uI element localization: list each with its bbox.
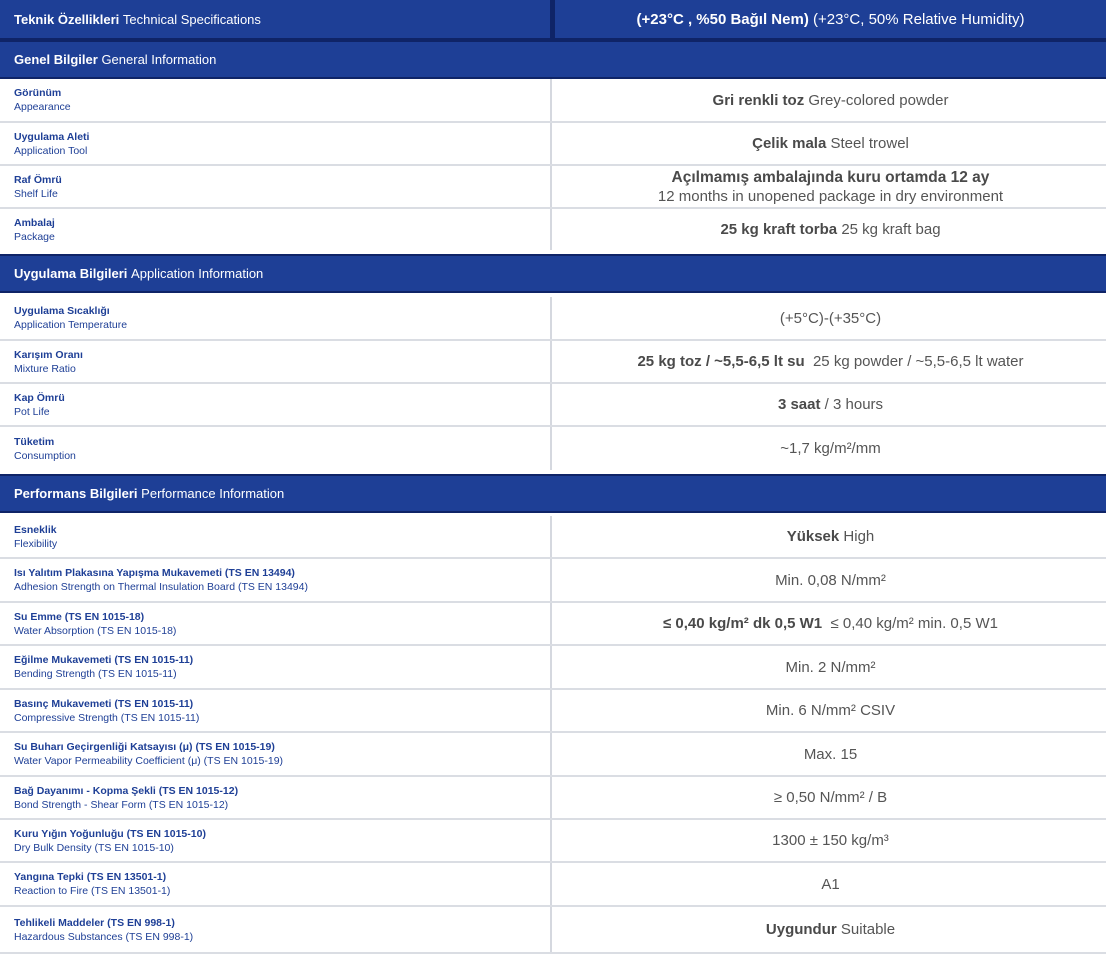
value	[555, 341, 1106, 382]
section-title-en: Performance Information	[141, 486, 285, 501]
value-line-2: 12 months in unopened package in dry environment	[657, 187, 1004, 205]
value	[555, 297, 1106, 339]
label-en: Flexibility	[14, 537, 58, 550]
value	[555, 690, 1106, 731]
spec-row-water-absorption	[0, 603, 1106, 646]
value-text: ≤ 0,40 kg/m² min. 0,5 W1	[830, 615, 998, 632]
value	[555, 733, 1106, 775]
label-tr: Isı Yalıtım Plakasına Yapışma Mukavemeti (TS EN 13494)	[14, 567, 295, 579]
value	[555, 123, 1106, 164]
spec-row-application-tool	[0, 123, 1106, 166]
label-en: Mixture Ratio	[14, 362, 76, 375]
label-tr: Yangına Tepki (TS EN 13501-1)	[14, 871, 167, 883]
label-tr: Uygulama Sıcaklığı	[14, 305, 110, 317]
label-en: Adhesion Strength on Thermal Insulation Board (TS EN 13494)	[14, 581, 308, 593]
header-title	[0, 0, 550, 38]
value	[555, 907, 1106, 952]
spec-row-flexibility	[0, 516, 1106, 559]
label-tr: Ambalaj	[14, 216, 55, 229]
value-text: Min. 0,08 N/mm²	[775, 571, 886, 589]
value-bold: ≤ 0,40 kg/m² dk 0,5 W1	[663, 615, 823, 632]
value	[555, 559, 1106, 601]
value	[555, 646, 1106, 688]
spec-row-vapor-permeability	[0, 733, 1106, 777]
spec-row-compressive-strength	[0, 690, 1106, 733]
label-en: Water Vapor Permeability Coefficient (μ) (TS EN 1015-19)	[14, 755, 284, 767]
spec-row-dry-bulk-density	[0, 820, 1106, 863]
spec-row-pot-life	[0, 384, 1106, 427]
label-en: Water Absorption (TS EN 1015-18)	[14, 624, 177, 637]
spec-row-bond-strength	[0, 777, 1106, 820]
value-text: A1	[821, 875, 840, 893]
label-en: Bond Strength - Shear Form (TS EN 1015-12)	[14, 798, 229, 811]
spec-row-package	[0, 209, 1106, 252]
value-text: 25 kg kraft bag	[841, 221, 941, 238]
section-performance	[0, 474, 1106, 513]
label-en: Pot Life	[14, 405, 50, 418]
spec-row-appearance	[0, 79, 1106, 123]
spec-row-consumption	[0, 427, 1106, 472]
section-title-tr: Performans Bilgileri	[14, 486, 138, 501]
label-tr: Esneklik	[14, 523, 57, 536]
value-text: / 3 hours	[824, 396, 884, 413]
header-conditions-tr: (+23°C , %50 Bağıl Nem)	[636, 10, 809, 28]
spec-row-mixture-ratio	[0, 341, 1106, 384]
label-en: Compressive Strength (TS EN 1015-11)	[14, 711, 200, 724]
label-tr: Eğilme Mukavemeti (TS EN 1015-11)	[14, 654, 194, 666]
value-bold: Uygundur	[765, 921, 837, 938]
section-title-tr: Uygulama Bilgileri	[14, 266, 128, 281]
value-text: 25 kg powder / ~5,5-6,5 lt water	[812, 353, 1024, 370]
value	[555, 777, 1106, 818]
label-en: Consumption	[14, 449, 76, 462]
value-bold: Yüksek	[786, 528, 840, 545]
label-en: Application Temperature	[14, 319, 128, 331]
value-bold: 25 kg toz / ~5,5-6,5 lt su	[637, 353, 805, 370]
section-application	[0, 254, 1106, 293]
value	[555, 166, 1106, 207]
value	[555, 603, 1106, 644]
value-bold: Çelik mala	[752, 135, 827, 152]
header-conditions	[555, 0, 1106, 38]
label-tr: Tehlikeli Maddeler (TS EN 998-1)	[14, 916, 175, 929]
spec-row-application-temperature	[0, 297, 1106, 341]
value-text: ~1,7 kg/m²/mm	[780, 440, 881, 457]
value-text: High	[843, 528, 875, 545]
label-en: Appearance	[14, 101, 71, 113]
value	[555, 820, 1106, 861]
label-en: Bending Strength (TS EN 1015-11)	[14, 668, 177, 680]
value-bold: 3 saat	[777, 396, 821, 413]
value-text: Grey-colored powder	[808, 91, 949, 109]
label-tr: Bağ Dayanımı - Kopma Şekli (TS EN 1015-12)	[14, 784, 239, 797]
value-text: Steel trowel	[830, 135, 909, 152]
label-tr: Kap Ömrü	[14, 391, 65, 404]
spec-row-shelf-life	[0, 166, 1106, 209]
value-text: Suitable	[840, 921, 896, 938]
spec-table-header	[0, 0, 1106, 40]
label-en: Hazardous Substances (TS EN 998-1)	[14, 930, 194, 943]
value-text: (+5°C)-(+35°C)	[779, 309, 882, 327]
spec-row-hazardous-substances	[0, 907, 1106, 954]
value-text: Min. 6 N/mm² CSIV	[765, 702, 896, 719]
label-en: Reaction to Fire (TS EN 13501-1)	[14, 885, 171, 897]
label-en: Dry Bulk Density (TS EN 1015-10)	[14, 841, 174, 854]
label-tr: Tüketim	[14, 435, 55, 448]
value-text: Max. 15	[803, 745, 858, 763]
label-en: Package	[14, 230, 55, 243]
header-title-en: Technical Specifications	[122, 11, 261, 27]
value-text: 1300 ± 150 kg/m³	[772, 832, 889, 849]
value-bold: Gri renkli toz	[712, 91, 805, 109]
spec-row-reaction-to-fire	[0, 863, 1106, 907]
label-tr: Karışım Oranı	[14, 348, 83, 361]
value	[555, 79, 1106, 121]
header-title-tr: Teknik Özellikleri	[14, 11, 120, 27]
section-title-en: Application Information	[131, 266, 264, 281]
label-tr: Su Emme (TS EN 1015-18)	[14, 610, 145, 623]
value-text: Min. 2 N/mm²	[785, 658, 876, 676]
label-en: Shelf Life	[14, 187, 58, 200]
label-tr: Raf Ömrü	[14, 173, 62, 186]
header-conditions-en: (+23°C, 50% Relative Humidity)	[812, 10, 1025, 28]
value	[555, 209, 1106, 250]
label-tr: Kuru Yığın Yoğunluğu (TS EN 1015-10)	[14, 827, 206, 840]
value	[555, 516, 1106, 557]
value	[555, 863, 1106, 905]
value-bold: 25 kg kraft torba	[720, 221, 838, 238]
value	[555, 384, 1106, 425]
value-line-1: Açılmamış ambalajında kuru ortamda 12 ay	[671, 168, 990, 186]
label-tr: Görünüm	[14, 87, 62, 99]
label-en: Application Tool	[14, 144, 88, 157]
section-general	[0, 40, 1106, 79]
label-tr: Uygulama Aleti	[14, 130, 90, 143]
value	[555, 427, 1106, 470]
section-title-tr: Genel Bilgiler	[14, 52, 98, 67]
value-text: ≥ 0,50 N/mm² / B	[773, 789, 888, 806]
spec-row-adhesion-strength	[0, 559, 1106, 603]
label-tr: Su Buharı Geçirgenliği Katsayısı (μ) (TS EN 1015-19)	[14, 741, 275, 753]
label-tr: Basınç Mukavemeti (TS EN 1015-11)	[14, 697, 194, 710]
section-title-en: General Information	[101, 52, 217, 67]
spec-row-bending-strength	[0, 646, 1106, 690]
